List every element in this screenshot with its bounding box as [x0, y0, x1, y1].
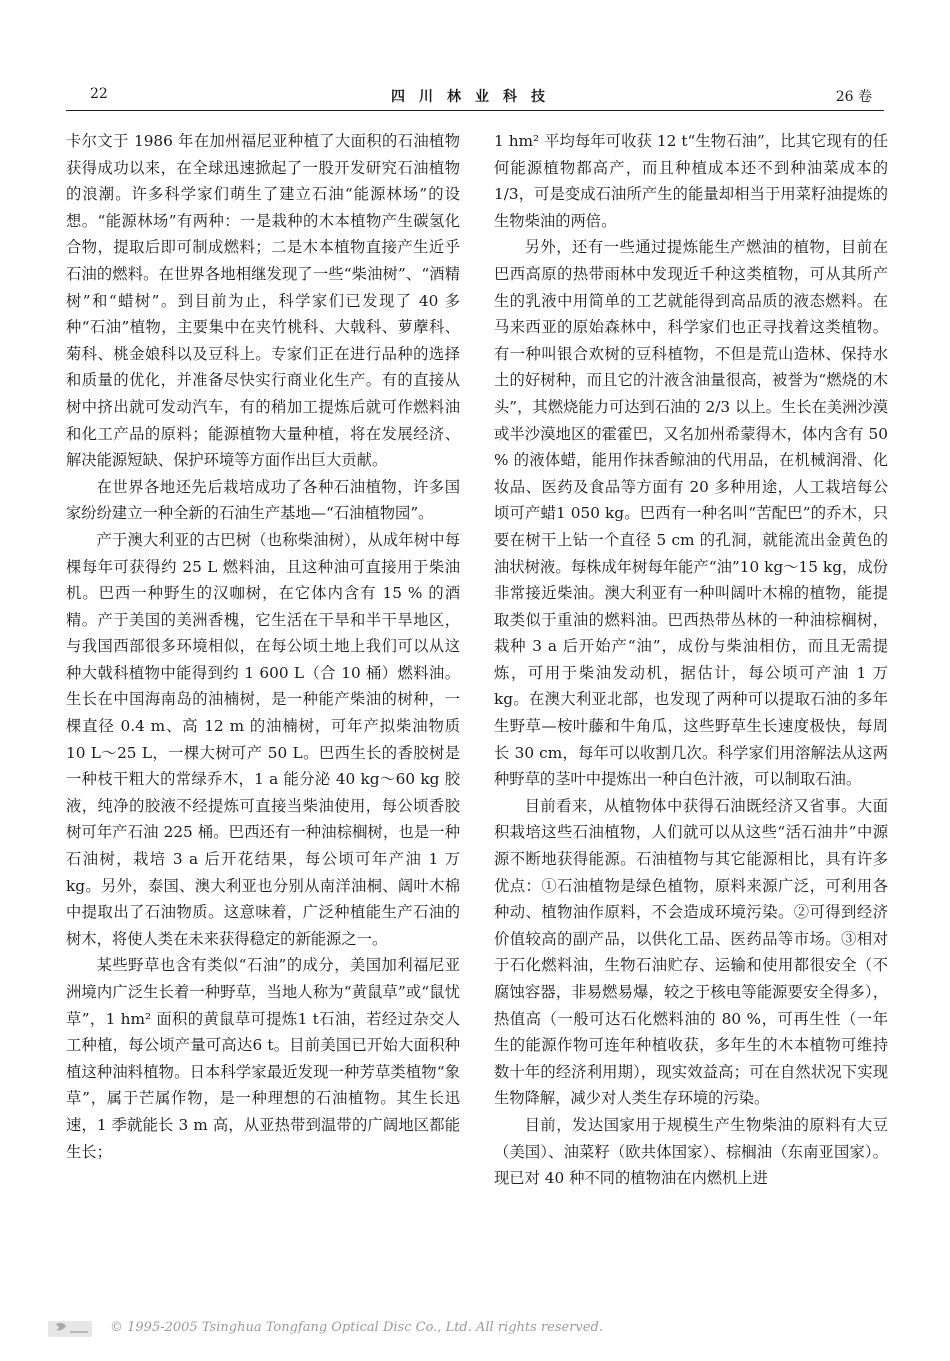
copyright-notice: © 1995-2005 Tsinghua Tongfang Optical Disc Co., Ltd. All rights reserved. [110, 1320, 603, 1335]
volume-label: 26 卷 [835, 89, 872, 105]
running-header [66, 86, 884, 110]
paragraph: 另外，还有一些通过提炼能生产燃油的植物，目前在巴西高原的热带雨林中发现近千种这类植物，可从其所产生的乳液中用简单的工艺就能得到高品质的液态燃料。在马来西亚的原始森林中，科学家们也正寻找着这类植物。有一种叫银合欢树的豆科植物，不但是荒山造林、保持水土的好树种，而且它的汁液含油量很高，被誉为“燃烧的木头”，其燃烧能力可达到石油的 2/3 以上。生长在美洲沙漠或半沙漠地区的霍霍巴，又名加州希蒙得木，体内含有 50 % 的液体蜡，能用作抹香鲸油的代用品，在机械润滑、化妆品、医药及食品等方面有 20 多种用途，人工栽培每公顷可产蜡1 050 kg。巴西有一种名叫“苦配巴”的乔木，只要在树干上钻一个直径 5 cm 的孔洞，就能流出金黄色的油状树液。每株成年树每年能产“油”10 kg～15 kg，成份非常接近柴油。澳大利亚有一种叫阔叶木棉的植物，能提取类似于重油的燃料油。巴西热带丛林的一种油棕榈树，栽种 3 a 后开始产“油”，成份与柴油相仿，而且无需提炼，可用于柴油发动机，据估计，每公顷可产油 1 万 kg。在澳大利亚北部，也发现了两种可以提取石油的多年生野草—桉叶藤和牛角瓜，这些野草生长速度极快，每周长 30 cm，每年可以收割几次。科学家们用溶解法从这两种野草的茎叶中提炼出一种白色汁液，可以制取石油。 [494, 238, 888, 789]
page-number: 22 [90, 86, 108, 102]
journal-title: 四川林业科技 [391, 89, 559, 105]
right-column [494, 128, 888, 1192]
footer [48, 1319, 748, 1341]
header-rule [66, 110, 884, 111]
paragraph: 目前，发达国家用于规模生产生物柴油的原料有大豆（美国）、油菜籽（欧共体国家）、棕榈油（东南亚国家）。现已对 40 种不同的植物油在内燃机上进 [494, 1115, 888, 1188]
paragraph: 在世界各地还先后栽培成功了各种石油植物，许多国家纷纷建立一种全新的石油生产基地—“石油植物园”。 [66, 477, 460, 523]
paragraph: 卡尔文于 1986 年在加州福尼亚种植了大面积的石油植物获得成功以来，在全球迅速掀起了一股开发研究石油植物的浪潮。许多科学家们萌生了建立石油“能源林场”的设想。“能源林场”有两种：一是栽种的木本植物产生碳氢化合物，提取后即可制成燃料；二是木本植物直接产生近乎石油的燃料。在世界各地相继发现了一些“柴油树”、“酒精树”和“蜡树”。到目前为止，科学家们已发现了 40 多种“石油”植物，主要集中在夹竹桃科、大戟科、萝藦科、菊科、桃金娘科以及豆科上。专家们正在进行品种的选择和质量的优化，并准备尽快实行商业化生产。有的直接从树中挤出就可发动汽车，有的稍加工提炼后就可作燃料油和化工产品的原料；能源植物大量种植，将在发展经济、解决能源短缺、保护环境等方面作出巨大贡献。 [66, 132, 460, 470]
paragraph: 目前看来，从植物体中获得石油既经济又省事。大面积栽培这些石油植物，人们就可以从这些“活石油井”中源源不断地获得能源。石油植物与其它能源相比，具有许多优点：①石油植物是绿色植物，原料来源广泛，可利用各种动、植物油作原料，不会造成环境污染。②可得到经济价值较高的副产品，以供化工品、医药品等市场。③相对于石化燃料油，生物石油贮存、运输和使用都很安全（不腐蚀容器，非易燃易爆，较之于核电等能源要安全得多），热值高（一般可达石化燃料油的 80 %，可再生性（一年生的能源作物可连年种植收获，多年生的木本植物可维持数十年的经济利用期），现实效益高；可在自然状况下实现生物降解，减少对人类生存环境的污染。 [494, 796, 888, 1108]
paragraph: 产于澳大利亚的古巴树（也称柴油树），从成年树中每棵每年可获得约 25 L 燃料油，且这种油可直接用于柴油机。巴西一种野生的汉咖树，在它体内含有 15 % 的酒精。产于美国的美洲香槐，它生活在干旱和半干旱地区，与我国西部很多环境相似，在每公顷土地上我们可以从这种大戟科植物中能得到约 1 600 L（合 10 桶）燃料油。生长在中国海南岛的油楠树，是一种能产柴油的树种，一棵直径 0.4 m、高 12 m 的油楠树，可年产拟柴油物质 10 L～25 L，一棵大树可产 50 L。巴西生长的香胶树是一种枝干粗大的常绿乔木，1 a 能分泌 40 kg～60 kg 胶液，纯净的胶液不经提炼可直接当柴油使用，每公顷香胶树可年产石油 225 桶。巴西还有一种油棕榈树，也是一种石油树，栽培 3 a 后开花结果，每公顷可年产油 1 万 kg。另外，泰国、澳大利亚也分别从南洋油桐、阔叶木棉中提取出了石油物质。这意味着，广泛种植能生产石油的树木，将使人类在未来获得稳定的新能源之一。 [66, 530, 460, 948]
paragraph: 某些野草也含有类似“石油”的成分，美国加利福尼亚洲境内广泛生长着一种野草，当地人称为“黄鼠草”或“鼠忧草”，1 hm² 面积的黄鼠草可提炼1 t石油，若经过杂交人工种植，每公顷产量可高达6 t。目前美国已开始大面积种植这种油料植物。日本科学家最近发现一种芳草类植物“象草”，属于芒属作物，是一种理想的石油植物。其生长迅速，1 季就能长 3 m 高，从亚热带到温带的广阔地区都能生长； [66, 956, 460, 1161]
left-column [66, 128, 460, 1165]
paragraph: 1 hm² 平均每年可收获 12 t“生物石油”，比其它现有的任何能源植物都高产，而且种植成本还不到种油菜成本的 1/3，可是变成石油所产生的能量却相当于用菜籽油提炼的生物柴油的两倍。 [494, 132, 888, 230]
publisher-logo-icon [48, 1319, 92, 1339]
